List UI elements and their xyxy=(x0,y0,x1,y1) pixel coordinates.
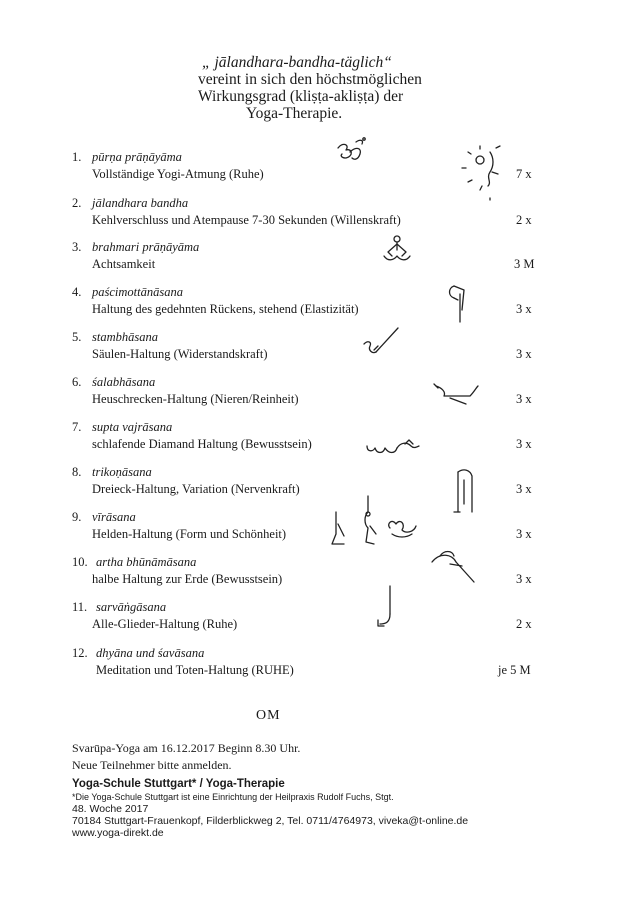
hero-pose-icon xyxy=(330,494,424,553)
exercise-name: stambhāsana xyxy=(92,330,158,344)
exercise-item-2 xyxy=(0,196,640,236)
exercise-name: paścimottānāsana xyxy=(92,285,183,299)
exercise-description: Helden-Haltung (Form und Schönheit) xyxy=(92,527,287,541)
exercise-count: 3 x xyxy=(516,392,532,406)
exercise-item-3 xyxy=(0,240,640,280)
exercise-count: 3 x xyxy=(516,302,532,316)
exercise-number: 3. xyxy=(72,240,82,254)
standing-forward-bend-icon xyxy=(444,284,474,329)
half-earth-pose-icon xyxy=(430,546,486,591)
exercise-item-6 xyxy=(0,375,640,415)
school-note: *Die Yoga-Schule Stuttgart ist eine Einrichtung der Heilpraxis Rudolf Fuchs, Stgt. xyxy=(72,792,394,802)
exercise-name: vīrāsana xyxy=(92,510,136,524)
exercise-item-7 xyxy=(0,420,640,460)
exercise-name: supta vajrāsana xyxy=(92,420,173,434)
exercise-description: Meditation und Toten-Haltung (RUHE) xyxy=(96,663,294,677)
exercise-description: Säulen-Haltung (Widerstandskraft) xyxy=(92,347,268,361)
exercise-count: 3 x xyxy=(516,437,532,451)
heading-line-4: Yoga-Therapie. xyxy=(246,105,343,122)
heading-line-1: „ jālandhara-bandha-täglich“ xyxy=(202,54,392,71)
exercise-name: brahmari prāṇāyāma xyxy=(92,240,200,254)
document-heading xyxy=(198,54,438,122)
om-symbol-icon xyxy=(334,136,374,171)
exercise-number: 12. xyxy=(72,646,88,660)
exercise-number: 6. xyxy=(72,375,82,389)
sleeping-diamond-pose-icon xyxy=(365,436,421,463)
heading-line-3: Wirkungsgrad (kliṣṭa-akliṣṭa) der xyxy=(198,88,404,105)
week-label: 48. Woche 2017 xyxy=(72,803,149,815)
exercise-name: pūrṇa prāṇāyāma xyxy=(92,150,182,164)
exercise-number: 5. xyxy=(72,330,82,344)
school-title: Yoga-Schule Stuttgart* / Yoga-Therapie xyxy=(72,778,285,790)
footer xyxy=(72,777,468,839)
exercise-description: schlafende Diamand Haltung (Bewusstsein) xyxy=(92,437,312,451)
exercise-name: śalabhāsana xyxy=(92,375,156,389)
website-link[interactable]: www.yoga-direkt.de xyxy=(72,827,164,839)
exercise-description: Alle-Glieder-Haltung (Ruhe) xyxy=(92,617,238,631)
exercise-count: 2 x xyxy=(516,617,532,631)
exercise-name: artha bhūnāmāsana xyxy=(96,555,197,569)
heading-line-2: vereint in sich den höchstmöglichen xyxy=(198,71,422,88)
seated-meditation-icon xyxy=(380,234,414,269)
exercise-count: 2 x xyxy=(516,213,532,227)
exercise-description: Haltung des gedehnten Rückens, stehend (Elastizität) xyxy=(92,302,359,316)
exercise-item-10 xyxy=(0,555,640,595)
session-info xyxy=(72,740,300,774)
exercise-number: 4. xyxy=(72,285,82,299)
exercise-name: trikoṇāsana xyxy=(92,465,152,479)
exercise-count: 3 M xyxy=(514,257,535,271)
exercise-count: 7 x xyxy=(516,167,532,181)
exercise-count: 3 x xyxy=(516,572,532,586)
exercise-item-4 xyxy=(0,285,640,325)
exercise-description: Vollständige Yogi-Atmung (Ruhe) xyxy=(92,167,264,181)
exercise-item-9 xyxy=(0,510,640,550)
exercise-name: dhyāna und śavāsana xyxy=(96,646,205,660)
triangle-pose-icon xyxy=(450,468,480,519)
locust-pose-icon xyxy=(432,378,480,413)
exercise-number: 2. xyxy=(72,196,82,210)
exercise-number: 11. xyxy=(72,600,88,614)
exercise-name: jālandhara bandha xyxy=(92,196,189,210)
exercise-number: 8. xyxy=(72,465,82,479)
exercise-number: 9. xyxy=(72,510,82,524)
exercise-number: 10. xyxy=(72,555,88,569)
exercise-item-11 xyxy=(0,600,640,640)
exercise-item-12 xyxy=(0,646,640,686)
exercise-count: je 5 M xyxy=(498,663,531,677)
exercise-description: Achtsamkeit xyxy=(92,257,156,271)
exercise-count: 3 x xyxy=(516,527,532,541)
exercise-description: Heuschrecken-Haltung (Nieren/Reinheit) xyxy=(92,392,299,406)
exercise-item-1 xyxy=(0,150,640,190)
exercise-item-5 xyxy=(0,330,640,370)
exercise-description: Dreieck-Haltung, Variation (Nervenkraft) xyxy=(92,482,300,496)
sun-face-icon xyxy=(454,142,510,209)
om-heading: OM xyxy=(256,708,281,723)
exercise-item-8 xyxy=(0,465,640,505)
session-registration-line: Neue Teilnehmer bitte anmelden. xyxy=(72,758,232,772)
exercise-description: Kehlverschluss und Atempause 7-30 Sekunden (Willenskraft) xyxy=(92,213,401,227)
session-date-line: Svarūpa-Yoga am 16.12.2017 Beginn 8.30 Uhr. xyxy=(72,741,301,755)
address-line: 70184 Stuttgart-Frauenkopf, Filderblickweg 2, Tel. 0711/4764973, viveka@t-online.de xyxy=(72,815,469,827)
exercise-count: 3 x xyxy=(516,482,532,496)
exercise-count: 3 x xyxy=(516,347,532,361)
exercise-description: halbe Haltung zur Erde (Bewusstsein) xyxy=(92,572,283,586)
column-pose-icon xyxy=(362,324,402,365)
exercise-number: 1. xyxy=(72,150,82,164)
exercise-name: sarvāṅgāsana xyxy=(96,600,167,614)
shoulder-stand-icon xyxy=(372,584,402,635)
exercise-number: 7. xyxy=(72,420,82,434)
